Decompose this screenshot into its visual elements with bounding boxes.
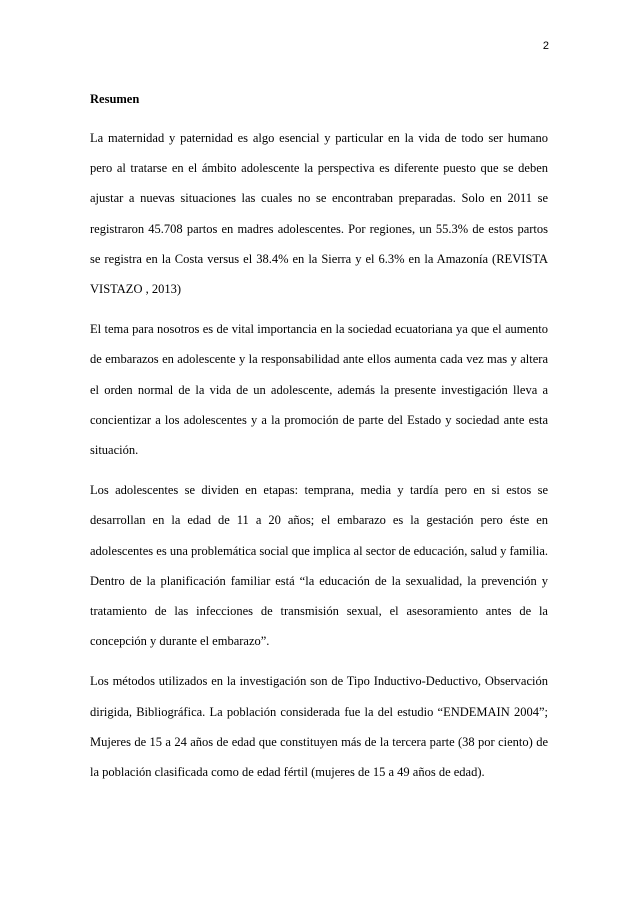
paragraph-stages: Los adolescentes se dividen en etapas: temprana, media y tardía pero en si estos se desarrollan en la edad de 11 a 20 años; el embarazo es la gestación pero éste en adolescentes es una problemática social que implica al sector de educación, salud y familia. Dentro de la planificación familiar está “la educación de la sexualidad, la prevención y tratamiento de las infecciones de transmisión sexual, el asesoramiento antes de la concepción y durante el embarazo”. xyxy=(90,483,548,649)
paragraph-importance: El tema para nosotros es de vital importancia en la sociedad ecuatoriana ya que el aumento de embarazos en adolescente y la responsabilidad ante ellos aumenta cada vez mas y altera el orden normal de la vida de un adolescente, además la presente investigación lleva a concientizar a los adolescentes y a la promoción de parte del Estado y sociedad ante esta situación. xyxy=(90,322,548,458)
document-body xyxy=(90,89,548,797)
paragraph-intro: La maternidad y paternidad es algo esencial y particular en la vida de todo ser humano pero al tratarse en el ámbito adolescente la perspectiva es diferente puesto que se deben ajustar a nuevas situaciones las cuales no se encontraban preparadas. Solo en 2011 se registraron 45.708 partos en madres adolescentes. Por regiones, un 55.3% de estos partos se registra en la Costa versus el 38.4% en la Sierra y el 6.3% en la Amazonía (REVISTA VISTAZO , 2013) xyxy=(90,131,548,297)
page-number: 2 xyxy=(542,40,549,52)
paragraph-methods: Los métodos utilizados en la investigación son de Tipo Inductivo-Deductivo, Observación dirigida, Bibliográfica. La población considerada fue la del estudio “ENDEMAIN 2004”; Mujeres de 15 a 24 años de edad que constituyen más de la tercera parte (38 por ciento) de la población clasificada como de edad fértil (mujeres de 15 a 49 años de edad). xyxy=(90,674,548,780)
section-heading: Resumen xyxy=(90,92,140,106)
